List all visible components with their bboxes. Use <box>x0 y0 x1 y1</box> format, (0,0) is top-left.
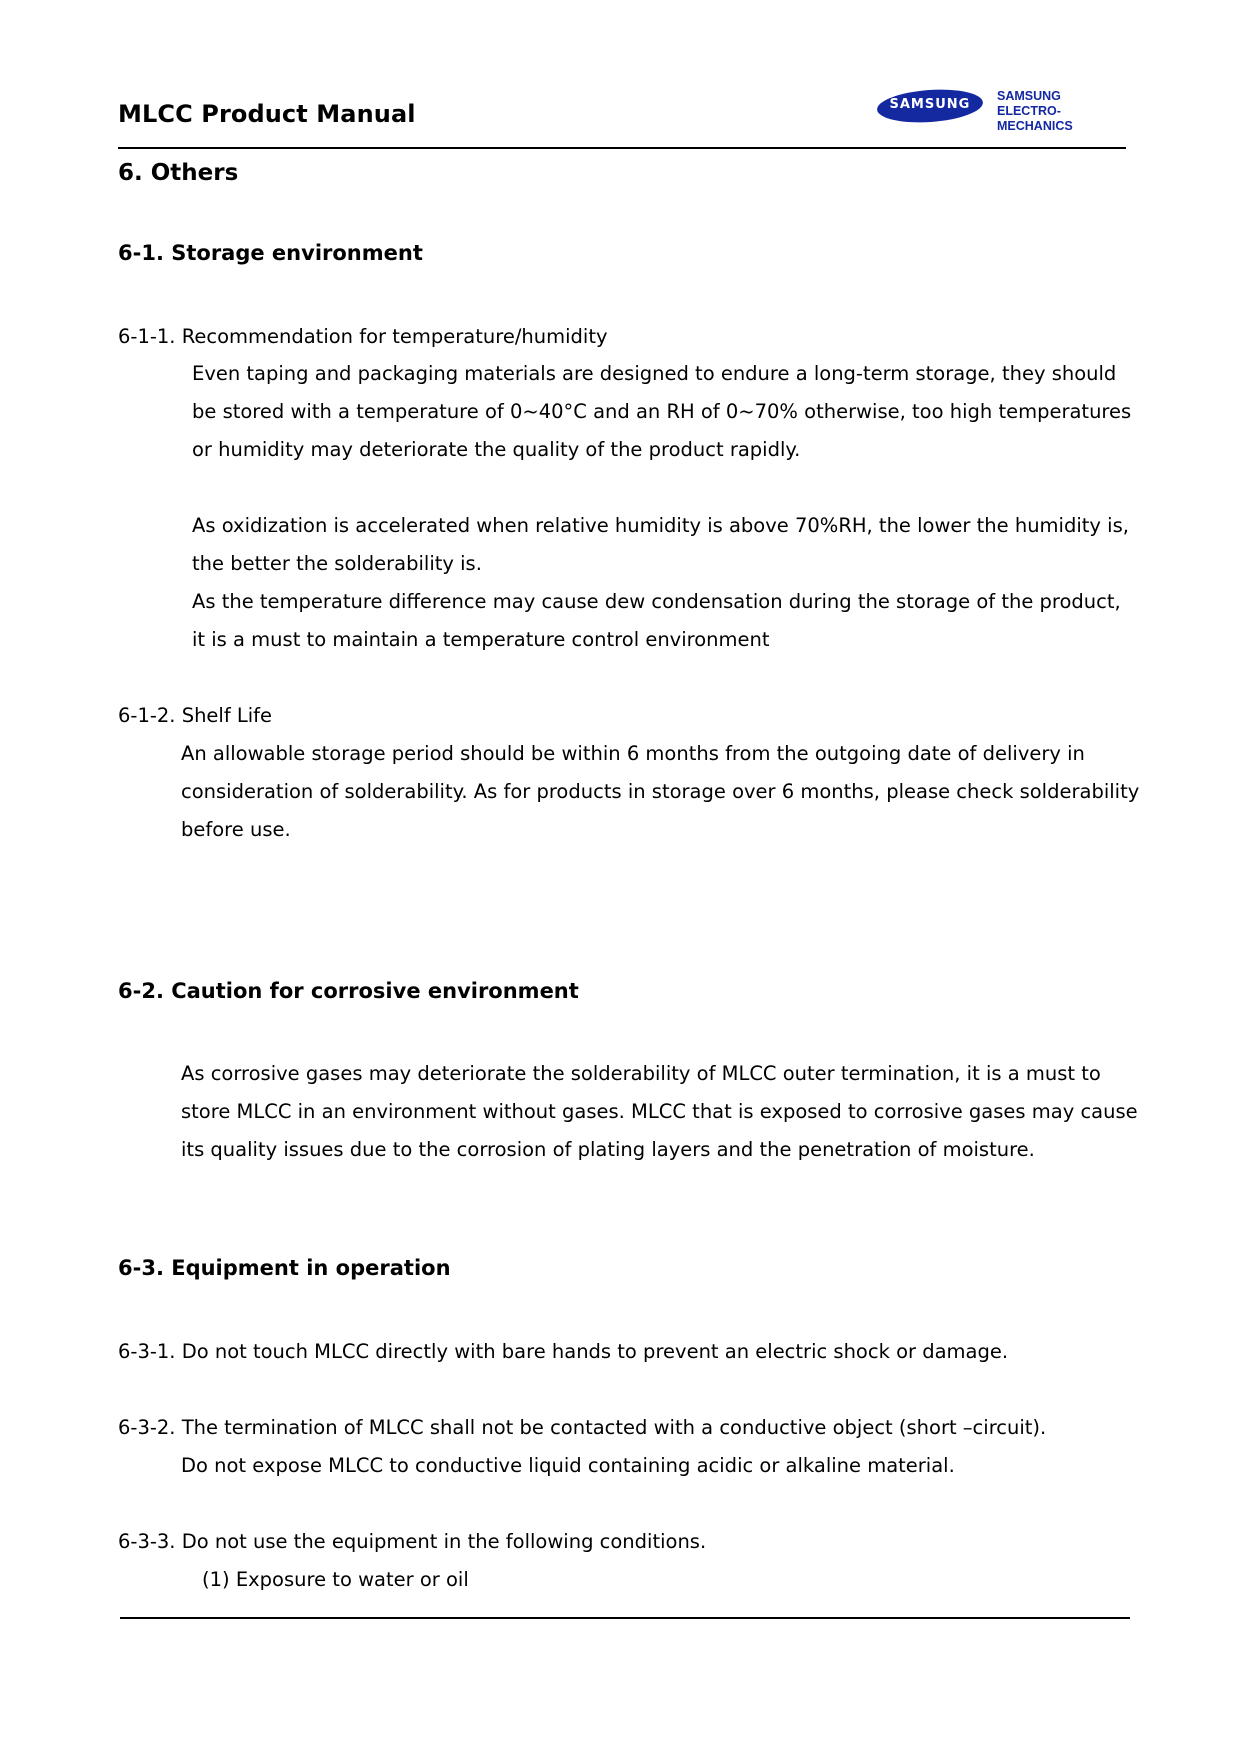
paragraph-line: it is a must to maintain a temperature control environment <box>192 628 770 651</box>
company-name-line1: SAMSUNG <box>997 89 1061 103</box>
samsung-electro-mechanics-logo <box>872 86 1128 133</box>
list-item: 6-3-2. The termination of MLCC shall not be contacted with a conductive object (short –circuit). <box>118 1416 1047 1439</box>
section-heading-corrosive: 6-2. Caution for corrosive environment <box>118 979 579 1003</box>
samsung-logo-ellipse <box>876 86 984 125</box>
list-item-continuation: Do not expose MLCC to conductive liquid containing acidic or alkaline material. <box>181 1454 955 1477</box>
paragraph-line: be stored with a temperature of 0~40°C and an RH of 0~70% otherwise, too high temperatures <box>192 400 1132 423</box>
sub-list-item: (1) Exposure to water or oil <box>202 1568 469 1591</box>
subsection-title-temperature-humidity: 6-1-1. Recommendation for temperature/humidity <box>118 325 608 348</box>
list-item: 6-3-1. Do not touch MLCC directly with bare hands to prevent an electric shock or damage. <box>118 1340 1009 1363</box>
paragraph-line: An allowable storage period should be within 6 months from the outgoing date of delivery in <box>181 742 1085 765</box>
paragraph-line: As the temperature difference may cause dew condensation during the storage of the product, <box>192 590 1121 613</box>
section-heading-storage: 6-1. Storage environment <box>118 241 423 265</box>
subsection-title-shelf-life: 6-1-2. Shelf Life <box>118 704 273 727</box>
paragraph-line: its quality issues due to the corrosion of plating layers and the penetration of moisture. <box>181 1138 1035 1161</box>
footer-divider <box>120 1617 1130 1619</box>
company-name <box>997 89 1128 134</box>
header-divider <box>118 147 1126 149</box>
document-title: MLCC Product Manual <box>118 100 416 128</box>
paragraph-line: before use. <box>181 818 291 841</box>
paragraph-line: the better the solderability is. <box>192 552 482 575</box>
list-item: 6-3-3. Do not use the equipment in the following conditions. <box>118 1530 707 1553</box>
samsung-logo-wordmark: SAMSUNG <box>889 97 971 113</box>
paragraph-line: As corrosive gases may deteriorate the solderability of MLCC outer termination, it is a must to <box>181 1062 1101 1085</box>
chapter-heading: 6. Others <box>118 160 239 186</box>
paragraph-line: or humidity may deteriorate the quality of the product rapidly. <box>192 438 801 461</box>
paragraph-line: As oxidization is accelerated when relative humidity is above 70%RH, the lower the humidity is, <box>192 514 1129 537</box>
paragraph-line: store MLCC in an environment without gases. MLCC that is exposed to corrosive gases may cause <box>181 1100 1138 1123</box>
paragraph-line: consideration of solderability. As for products in storage over 6 months, please check solderability <box>181 780 1140 803</box>
paragraph-line: Even taping and packaging materials are designed to endure a long-term storage, they should <box>192 362 1117 385</box>
section-heading-equipment: 6-3. Equipment in operation <box>118 1256 451 1280</box>
company-name-line2: ELECTRO-MECHANICS <box>997 104 1073 133</box>
